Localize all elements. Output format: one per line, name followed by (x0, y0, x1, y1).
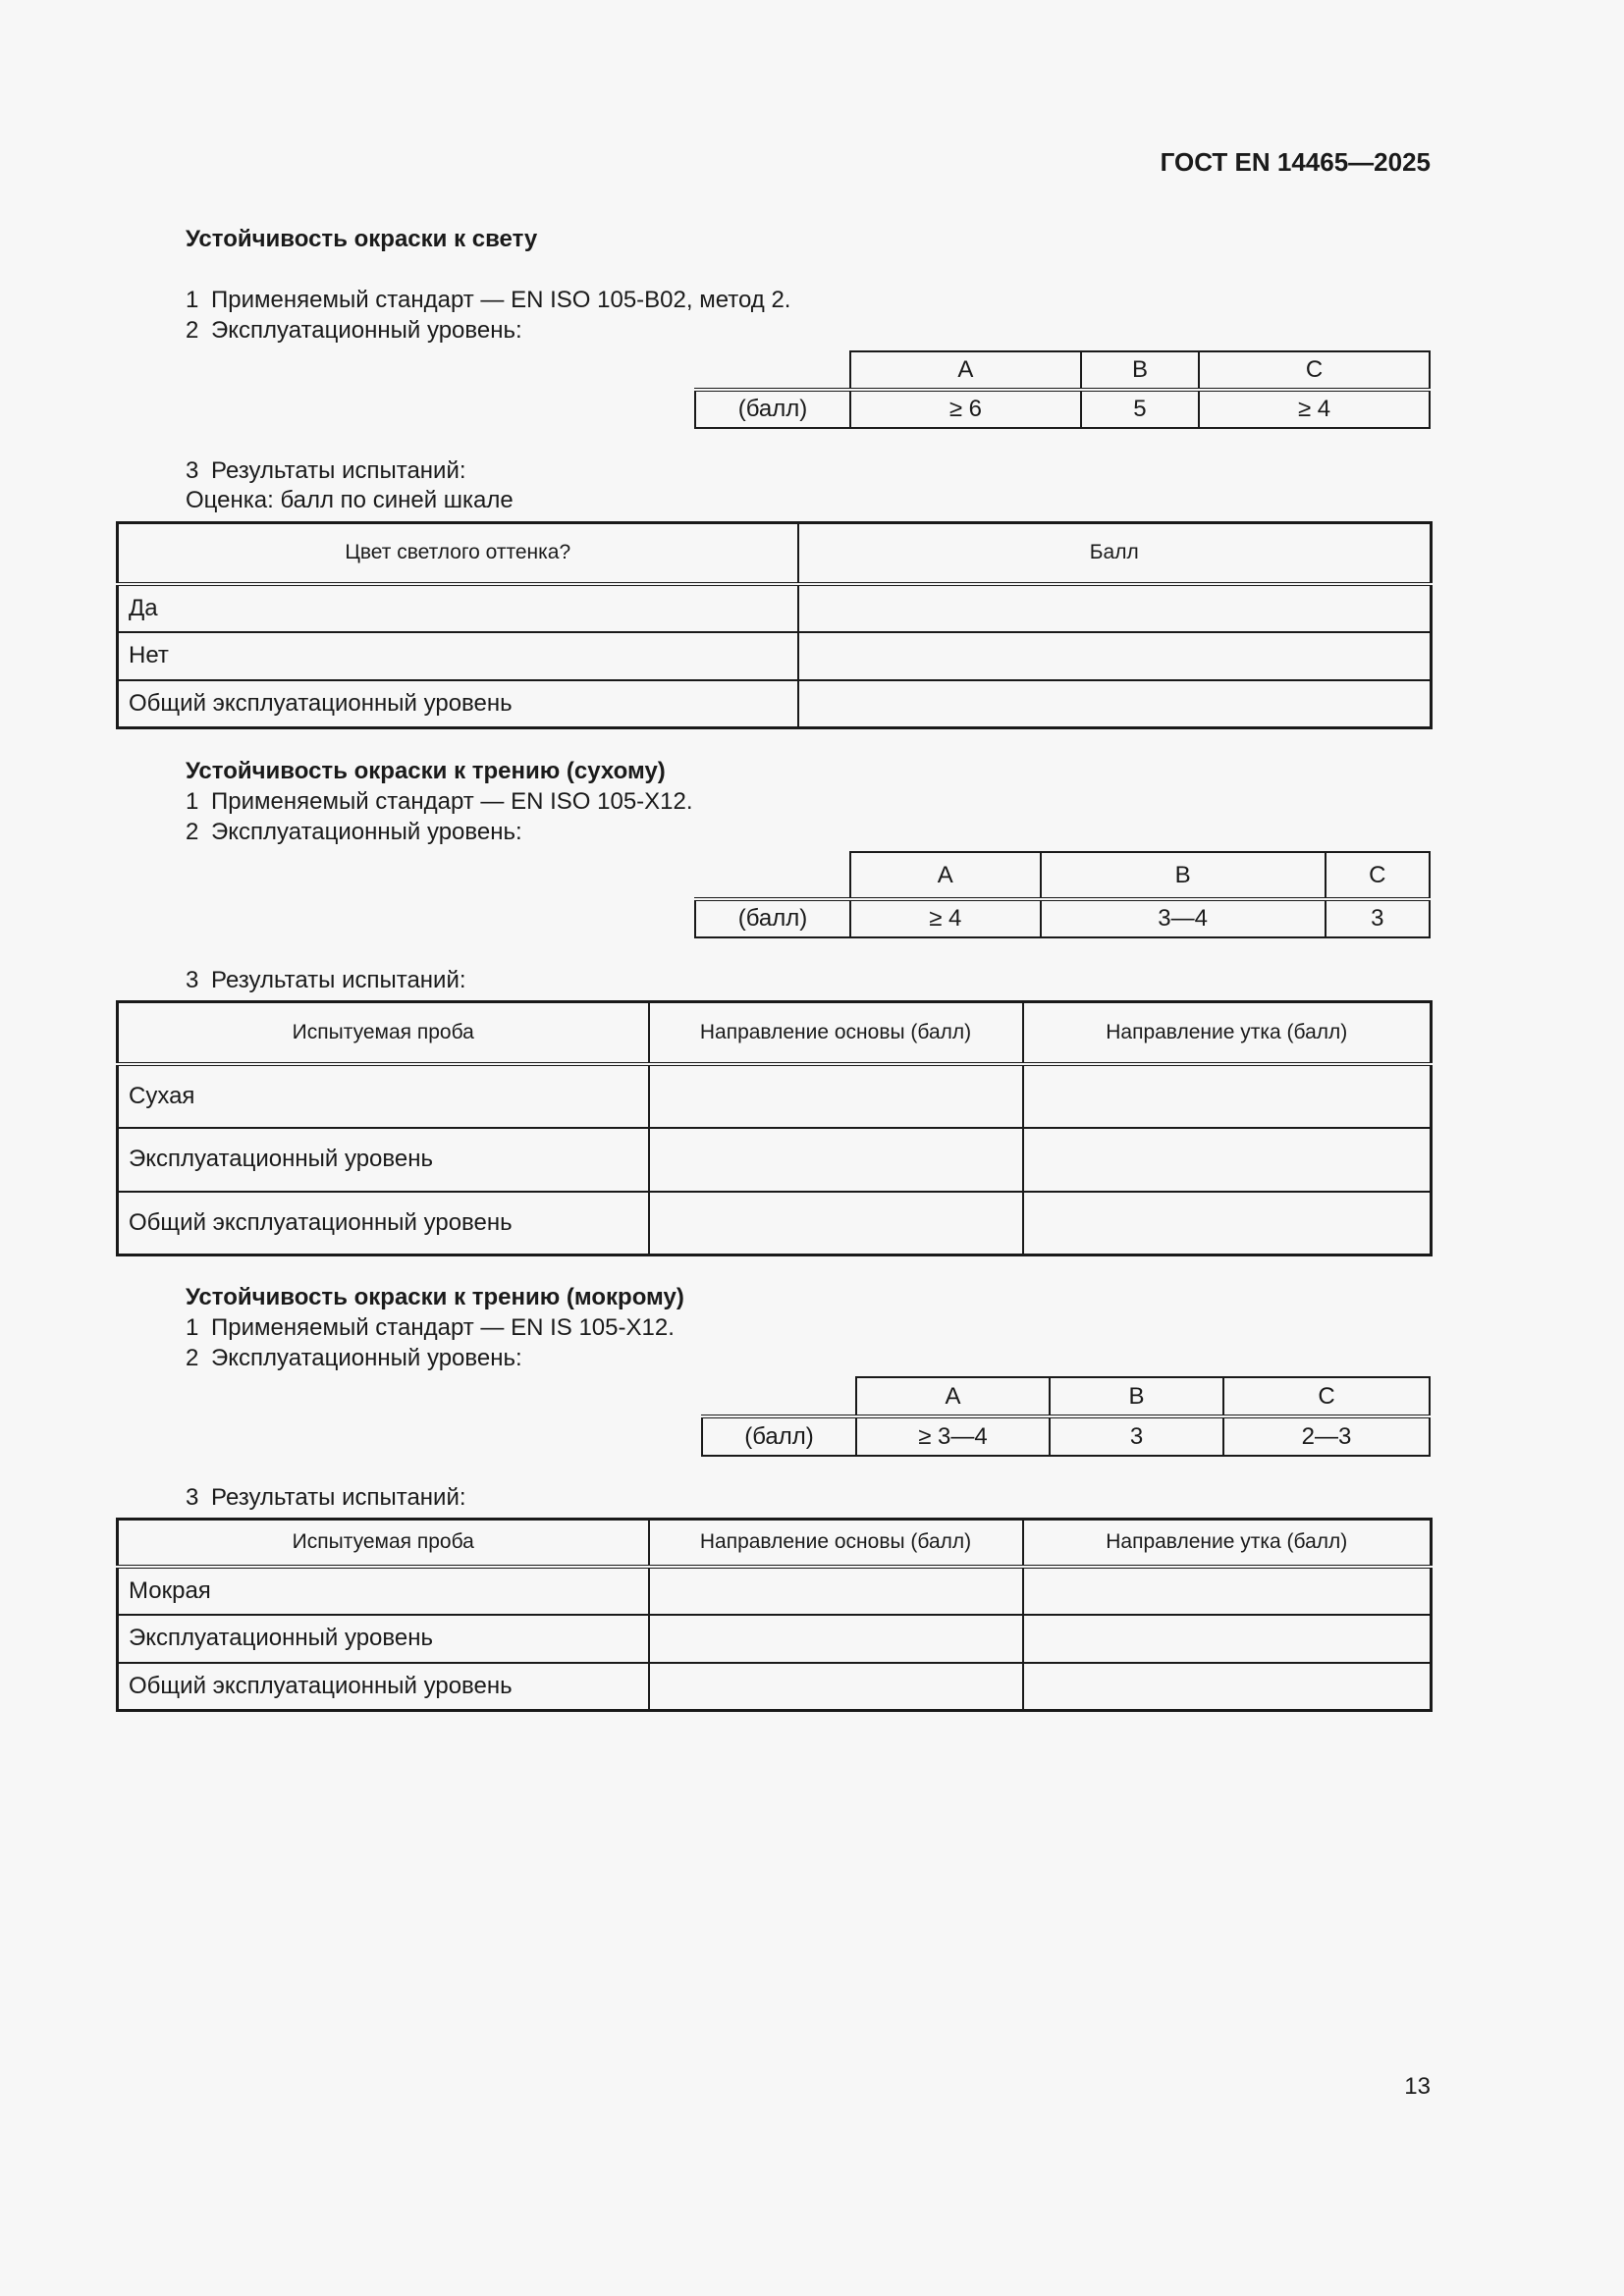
item-number: 3 (186, 967, 199, 993)
dry-level-text: Эксплуатационный уровень: (211, 819, 522, 845)
item-number: 2 (186, 819, 199, 845)
results-header: Цвет светлого оттенка? (118, 523, 798, 584)
level-col-c: C (1223, 1377, 1430, 1416)
wet-results-text: Результаты испытаний: (211, 1484, 466, 1511)
level-col-c: C (1199, 351, 1430, 390)
level-col-c: C (1326, 852, 1430, 899)
light-level-line (186, 317, 522, 345)
item-number: 3 (186, 1484, 199, 1511)
document-id: ГОСТ EN 14465—2025 (1160, 147, 1431, 177)
wet-level-text: Эксплуатационный уровень: (211, 1345, 522, 1371)
results-row-label: Общий эксплуатационный уровень (118, 1192, 649, 1255)
item-number: 1 (186, 1314, 199, 1341)
results-cell[interactable] (798, 584, 1432, 632)
item-number: 1 (186, 788, 199, 815)
results-cell[interactable] (1023, 1615, 1432, 1663)
wet-standard-text: Применяемый стандарт — EN IS 105-X12. (211, 1314, 675, 1341)
level-col-a: A (856, 1377, 1050, 1416)
level-col-b: B (1050, 1377, 1223, 1416)
level-col-b: B (1041, 852, 1326, 899)
dry-results-table (116, 1000, 1433, 1256)
results-row-label: Сухая (118, 1064, 649, 1128)
results-header: Направление утка (балл) (1023, 1002, 1432, 1064)
item-number: 2 (186, 317, 199, 344)
results-cell[interactable] (649, 1192, 1023, 1255)
item-number: 2 (186, 1345, 199, 1371)
results-cell[interactable] (798, 632, 1432, 680)
section-title-wet: Устойчивость окраски к трению (мокрому) (186, 1284, 684, 1310)
wet-results-table (116, 1518, 1433, 1712)
item-number: 1 (186, 287, 199, 313)
level-value-b: 3—4 (1041, 899, 1326, 937)
results-header: Направление основы (балл) (649, 1520, 1023, 1567)
level-value-b: 3 (1050, 1416, 1223, 1456)
level-col-b: B (1081, 351, 1199, 390)
results-cell[interactable] (1023, 1064, 1432, 1128)
dry-standard-line (186, 788, 693, 816)
level-col-a: A (850, 852, 1041, 899)
results-row-label: Общий эксплуатационный уровень (118, 1663, 649, 1711)
level-value-c: ≥ 4 (1199, 390, 1430, 428)
dry-results-line (186, 967, 466, 994)
results-cell[interactable] (649, 1615, 1023, 1663)
dry-standard-text: Применяемый стандарт — EN ISO 105-X12. (211, 788, 693, 815)
results-cell[interactable] (1023, 1663, 1432, 1711)
level-row-label: (балл) (695, 390, 850, 428)
empty-cell (702, 1377, 856, 1416)
item-number: 3 (186, 457, 199, 484)
light-level-table (694, 350, 1431, 429)
empty-cell (695, 852, 850, 899)
level-row-label: (балл) (695, 899, 850, 937)
results-cell[interactable] (649, 1567, 1023, 1615)
dry-results-text: Результаты испытаний: (211, 967, 466, 993)
wet-standard-line (186, 1314, 675, 1342)
results-row-label: Мокрая (118, 1567, 649, 1615)
results-row-label: Эксплуатационный уровень (118, 1128, 649, 1192)
wet-results-line (186, 1484, 466, 1512)
page-number: 13 (1404, 2073, 1431, 2100)
level-row-label: (балл) (702, 1416, 856, 1456)
level-value-a: ≥ 4 (850, 899, 1041, 937)
light-results-text: Результаты испытаний: (211, 457, 466, 484)
results-header: Направление утка (балл) (1023, 1520, 1432, 1567)
results-header: Испытуемая проба (118, 1520, 649, 1567)
empty-cell (695, 351, 850, 390)
results-header: Балл (798, 523, 1432, 584)
results-row-label: Да (118, 584, 798, 632)
results-header: Направление основы (балл) (649, 1002, 1023, 1064)
results-cell[interactable] (798, 680, 1432, 728)
light-assessment: Оценка: балл по синей шкале (186, 487, 514, 513)
level-col-a: A (850, 351, 1081, 390)
level-value-c: 2—3 (1223, 1416, 1430, 1456)
light-standard-text: Применяемый стандарт — EN ISO 105-B02, метод 2. (211, 287, 791, 313)
results-row-label: Эксплуатационный уровень (118, 1615, 649, 1663)
results-cell[interactable] (1023, 1192, 1432, 1255)
light-level-text: Эксплуатационный уровень: (211, 317, 522, 344)
wet-level-table (701, 1376, 1431, 1457)
results-row-label: Нет (118, 632, 798, 680)
results-cell[interactable] (649, 1128, 1023, 1192)
section-title-dry: Устойчивость окраски к трению (сухому) (186, 758, 666, 784)
wet-level-line (186, 1345, 522, 1372)
level-value-a: ≥ 3—4 (856, 1416, 1050, 1456)
results-header: Испытуемая проба (118, 1002, 649, 1064)
results-cell[interactable] (649, 1663, 1023, 1711)
results-cell[interactable] (1023, 1128, 1432, 1192)
level-value-b: 5 (1081, 390, 1199, 428)
results-cell[interactable] (649, 1064, 1023, 1128)
results-row-label: Общий эксплуатационный уровень (118, 680, 798, 728)
level-value-a: ≥ 6 (850, 390, 1081, 428)
dry-level-line (186, 819, 522, 846)
light-results-table (116, 521, 1433, 729)
level-value-c: 3 (1326, 899, 1430, 937)
light-standard-line (186, 287, 790, 314)
dry-level-table (694, 851, 1431, 938)
light-results-line (186, 457, 466, 485)
results-cell[interactable] (1023, 1567, 1432, 1615)
section-title-light: Устойчивость окраски к свету (186, 226, 538, 252)
